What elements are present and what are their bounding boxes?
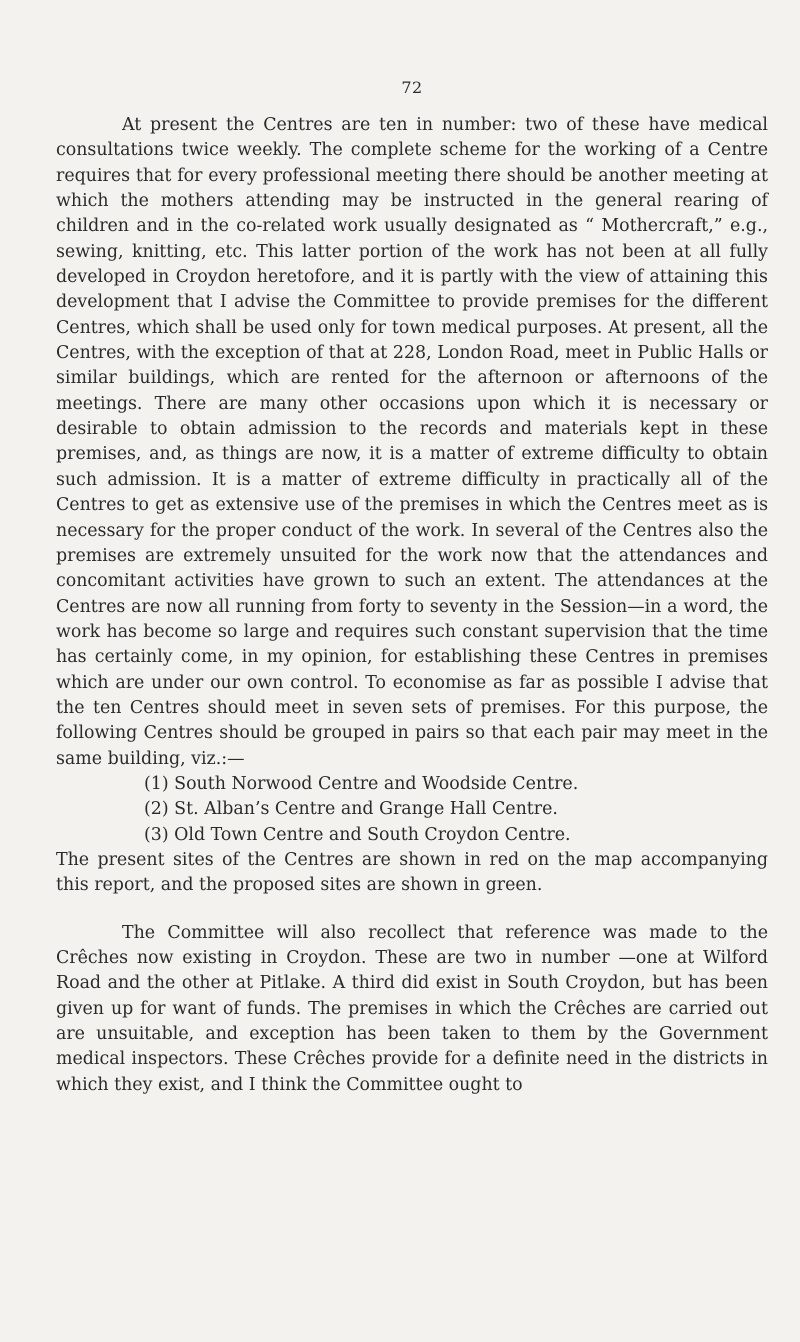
paragraph-spacer [56, 899, 768, 921]
document-page [56, 78, 768, 1098]
paragraph-sites: The present sites of the Centres are shown in red on the map accompanying this report, and the proposed sites are shown in green. [56, 849, 768, 896]
centre-pairs-list [56, 772, 768, 848]
paragraph-creches: The Committee will also recollect that reference was made to the Crêches now existing in Croydon. These are two in number —one at Wilford Road and the other at Pitlake. A third did exist in South Croydon, but has been given up for want of funds. The premises in which the Crêches are carried out are unsuitable, and exception has been taken to them by the Government medical inspectors. These Crêches provide for a definite need in the districts in which they exist, and I think the Committee ought to [56, 922, 768, 1095]
page-number: 72 [401, 78, 423, 97]
list-item: (2) St. Alban’s Centre and Grange Hall Centre. [144, 799, 558, 820]
paragraph-centres: At present the Centres are ten in number: two of these have medical consultations twice weekly. The complete scheme for the working of a Centre requires that for every professional meeting there should be another meeting at which the mothers attending may be instructed in the general rearing of children and in the co-related work usually designated as “ Mothercraft,” e.g., sewing, knitting, etc. This latter portion of the work has not been at all fully developed in Croydon heretofore, and it is partly with the view of attaining this development that I advise the Committee to provide premises for the different Centres, which shall be used only for town medical purposes. At present, all the Centres, with the exception of that at 228, London Road, meet in Public Halls or similar buildings, which are rented for the afternoon or afternoons of the meetings. There are many other occasions upon which it is necessary or desirable to obtain admission to the records and materials kept in these premises, and, as things are now, it is a matter of extreme difficulty to obtain such admission. It is a matter of extreme difficulty in practically all of the Centres to get as extensive use of the premises in which the Centres meet as is necessary for the proper conduct of the work. In several of the Centres also the premises are extremely unsuited for the work now that the attendances and concomitant activities have grown to such an extent. The attendances at the Centres are now all running from forty to seventy in the Session—in a word, the work has become so large and requires such constant supervision that the time has certainly come, in my opinion, for establishing these Centres in premises which are under our own control. To economise as far as possible I advise that the ten Centres should meet in seven sets of premises. For this purpose, the following Centres should be grouped in pairs so that each pair may meet in the same building, viz.:— [56, 115, 768, 769]
list-item: (1) South Norwood Centre and Woodside Centre. [144, 773, 579, 794]
list-item: (3) Old Town Centre and South Croydon Centre. [144, 824, 571, 845]
